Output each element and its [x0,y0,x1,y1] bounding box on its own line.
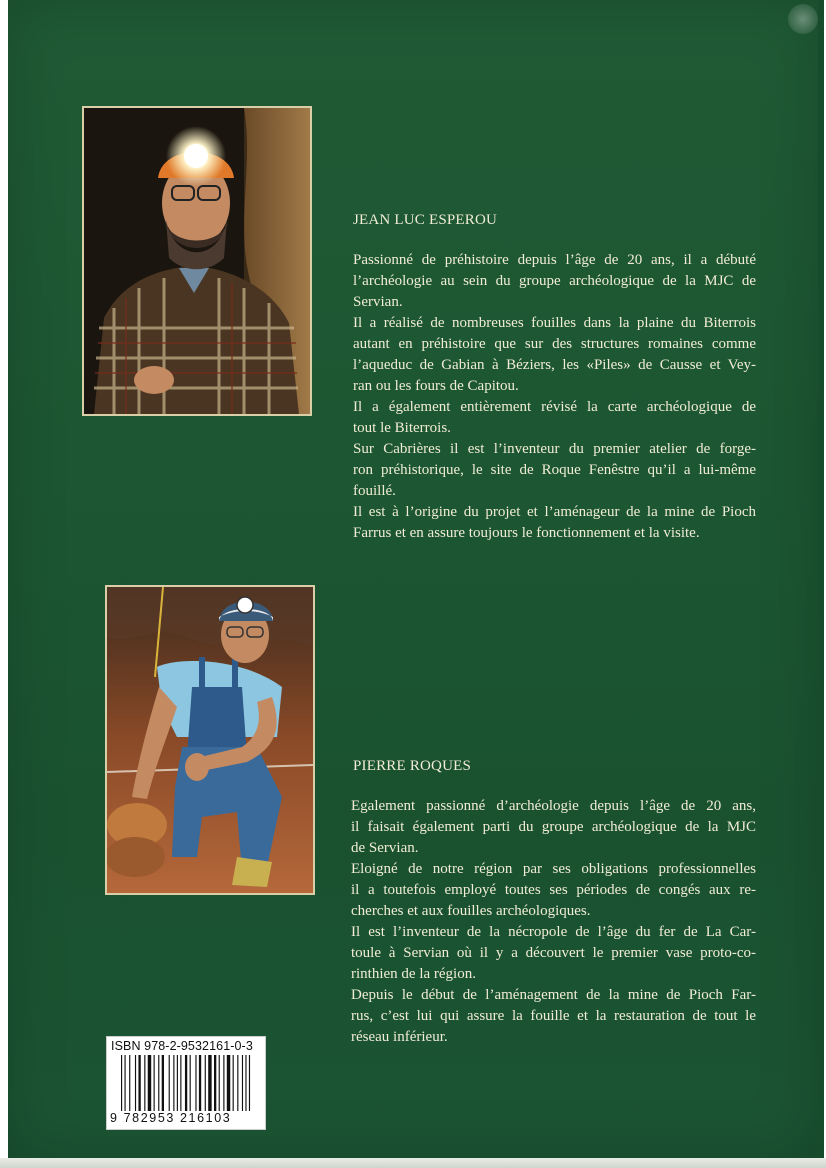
bio-line: Farrus et en assure toujours le fonctionnement et la visite. [353,525,700,541]
author2-bio [351,796,756,1048]
page-edge [0,1158,826,1168]
barcode-bar [214,1055,216,1111]
bio-line: cherches et aux fouilles archéologiques. [351,903,591,919]
author1-bio [353,250,756,544]
barcode-bar [177,1055,178,1111]
barcode-bar [227,1055,230,1111]
bio-line: toule à Servian où il y a découvert le premier vase proto-co- [351,945,756,961]
barcode-bar [173,1055,174,1111]
bio-line: Eloigné de notre région par ses obligations professionnelles [351,861,756,877]
barcode-bar [138,1055,140,1111]
barcode-bar [205,1055,206,1111]
bio-line: Passionné de préhistoire depuis l’âge de 20 ans, il a débuté [353,252,756,268]
bio-line: ran ou les fours de Capitou. [353,378,519,394]
isbn-barcode [106,1036,266,1130]
bio-line: rus, c’est lui qui assure la fouille et la restauration de tout le [351,1008,756,1024]
barcode-bar [199,1055,201,1111]
barcode-bar [249,1055,250,1111]
barcode-bar [162,1055,164,1111]
bio-line: Il est l’inventeur de la nécropole de l’âge du fer de La Car- [351,924,756,940]
barcode-bar [148,1055,151,1111]
bio-line: l’archéologie au sein du groupe archéologique de la MJC de [353,273,756,289]
bio-line: Depuis le début de l’aménagement de la mine de Pioch Far- [351,987,756,1003]
barcode-bar [169,1055,170,1111]
bio-line: Il a réalisé de nombreuses fouilles dans la plaine du Biterrois [353,315,756,331]
author2-name: PIERRE ROQUES [353,758,472,774]
author1-name: JEAN LUC ESPEROU [353,212,498,228]
barcode-bars [121,1055,257,1111]
barcode-bar [242,1055,243,1111]
barcode-bar [208,1055,211,1111]
author1-photo [82,106,312,416]
bio-line: rinthien de la région. [351,966,476,982]
barcode-bar [223,1055,224,1111]
barcode-bar [195,1055,196,1111]
barcode-bar [154,1055,155,1111]
barcode-bar [144,1055,145,1111]
bio-line: il faisait également parti du groupe archéologique de la MJC [351,819,756,835]
bio-line: ron préhistorique, le site de Roque Fenêstre qu’il a lui-même [353,462,756,478]
author2-photo [105,585,315,895]
bio-line: Egalement passionné d’archéologie depuis l’âge de 20 ans, [351,798,756,814]
bio-line: l’aqueduc de Gabian à Béziers, les «Piles» de Causse et Vey- [353,357,756,373]
bio-line: Sur Cabrières il est l’inventeur du premier atelier de forge- [353,441,756,457]
bio-line: de Servian. [351,840,419,856]
bio-line: tout le Biterrois. [353,420,451,436]
barcode-digits: 9 782953 216103 [110,1111,232,1125]
barcode-bar [121,1055,122,1111]
bio-line: il a toutefois employé toutes ses périodes de congés aux re- [351,882,756,898]
bio-line: réseau inférieur. [351,1029,448,1045]
back-cover [8,0,824,1160]
barcode-bar [190,1055,191,1111]
bio-line: Il a également entièrement révisé la carte archéologique de [353,399,756,415]
bio-line: autant en préhistoire que sur des structures romaines comme [353,336,756,352]
barcode-bar [237,1055,238,1111]
barcode-bar [129,1055,130,1111]
barcode-bar [125,1055,126,1111]
bio-line: Il est à l’origine du projet et l’aménageur de la mine de Pioch [353,504,756,520]
author1-portrait-illustration [84,108,310,414]
barcode-bar [219,1055,220,1111]
barcode-bar [180,1055,181,1111]
barcode-bar [233,1055,234,1111]
barcode-bar [185,1055,187,1111]
bio-line: fouillé. [353,483,396,499]
author2-portrait-illustration [107,587,313,893]
cover-wear-mark [788,4,818,34]
barcode-bar [158,1055,159,1111]
bio-line: Servian. [353,294,403,310]
isbn-label: ISBN 978-2-9532161-0-3 [111,1039,253,1053]
barcode-bar [135,1055,136,1111]
barcode-bar [245,1055,246,1111]
